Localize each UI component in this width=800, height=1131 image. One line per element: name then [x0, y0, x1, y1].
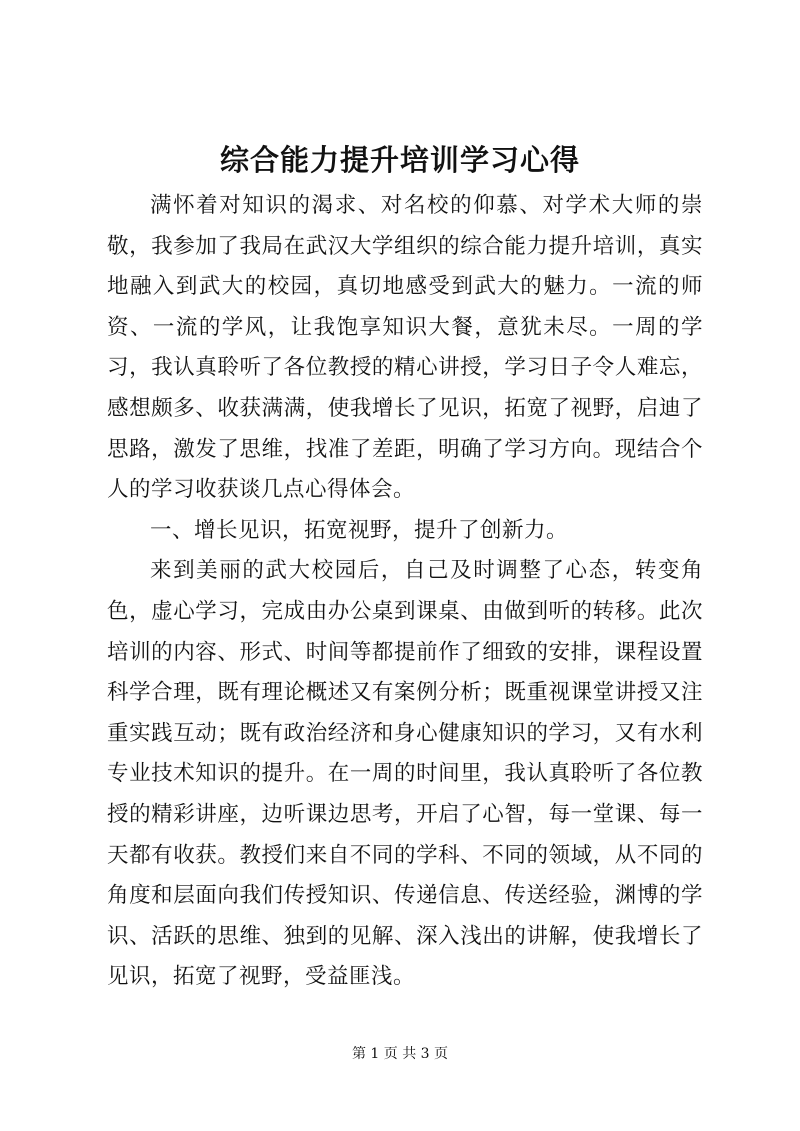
document-body: [107, 186, 703, 998]
page-number-footer: 第 1 页 共 3 页: [351, 1046, 449, 1062]
paragraph-section-1: 来到美丽的武大校园后，自己及时调整了心态，转变角色，虚心学习，完成由办公桌到课桌、由做到听的转移。此次培训的内容、形式、时间等都提前作了细致的安排，课程设置科学合理，既有理论概述又有案例分析；既重视课堂讲授又注重实践互动；既有政治经济和身心健康知识的学习，又有水利专业技术知识的提升。在一周的时间里，我认真聆听了各位教授的精彩讲座，边听课边思考，开启了心智，每一堂课、每一天都有收获。教授们来自不同的学科、不同的领域，从不同的角度和层面向我们传授知识、传递信息、传送经验，渊博的学识、活跃的思维、独到的见解、深入浅出的讲解，使我增长了见识，拓宽了视野，受益匪浅。: [107, 558, 703, 990]
document-title: 综合能力提升培训学习心得: [219, 143, 580, 177]
section-heading-1: 一、增长见识，拓宽视野，提升了创新力。: [150, 517, 569, 543]
paragraph-intro: 满怀着对知识的渴求、对名校的仰慕、对学术大师的崇敬，我参加了我局在武汉大学组织的综合能力提升培训，真实地融入到武大的校园，真切地感受到武大的魅力。一流的师资、一流的学风，让我饱享知识大餐，意犹未尽。一周的学习，我认真聆听了各位教授的精心讲授，学习日子令人难忘，感想颇多、收获满满，使我增长了见识，拓宽了视野，启迪了思路，激发了思维，找准了差距，明确了学习方向。现结合个人的学习收获谈几点心得体会。: [107, 193, 703, 503]
